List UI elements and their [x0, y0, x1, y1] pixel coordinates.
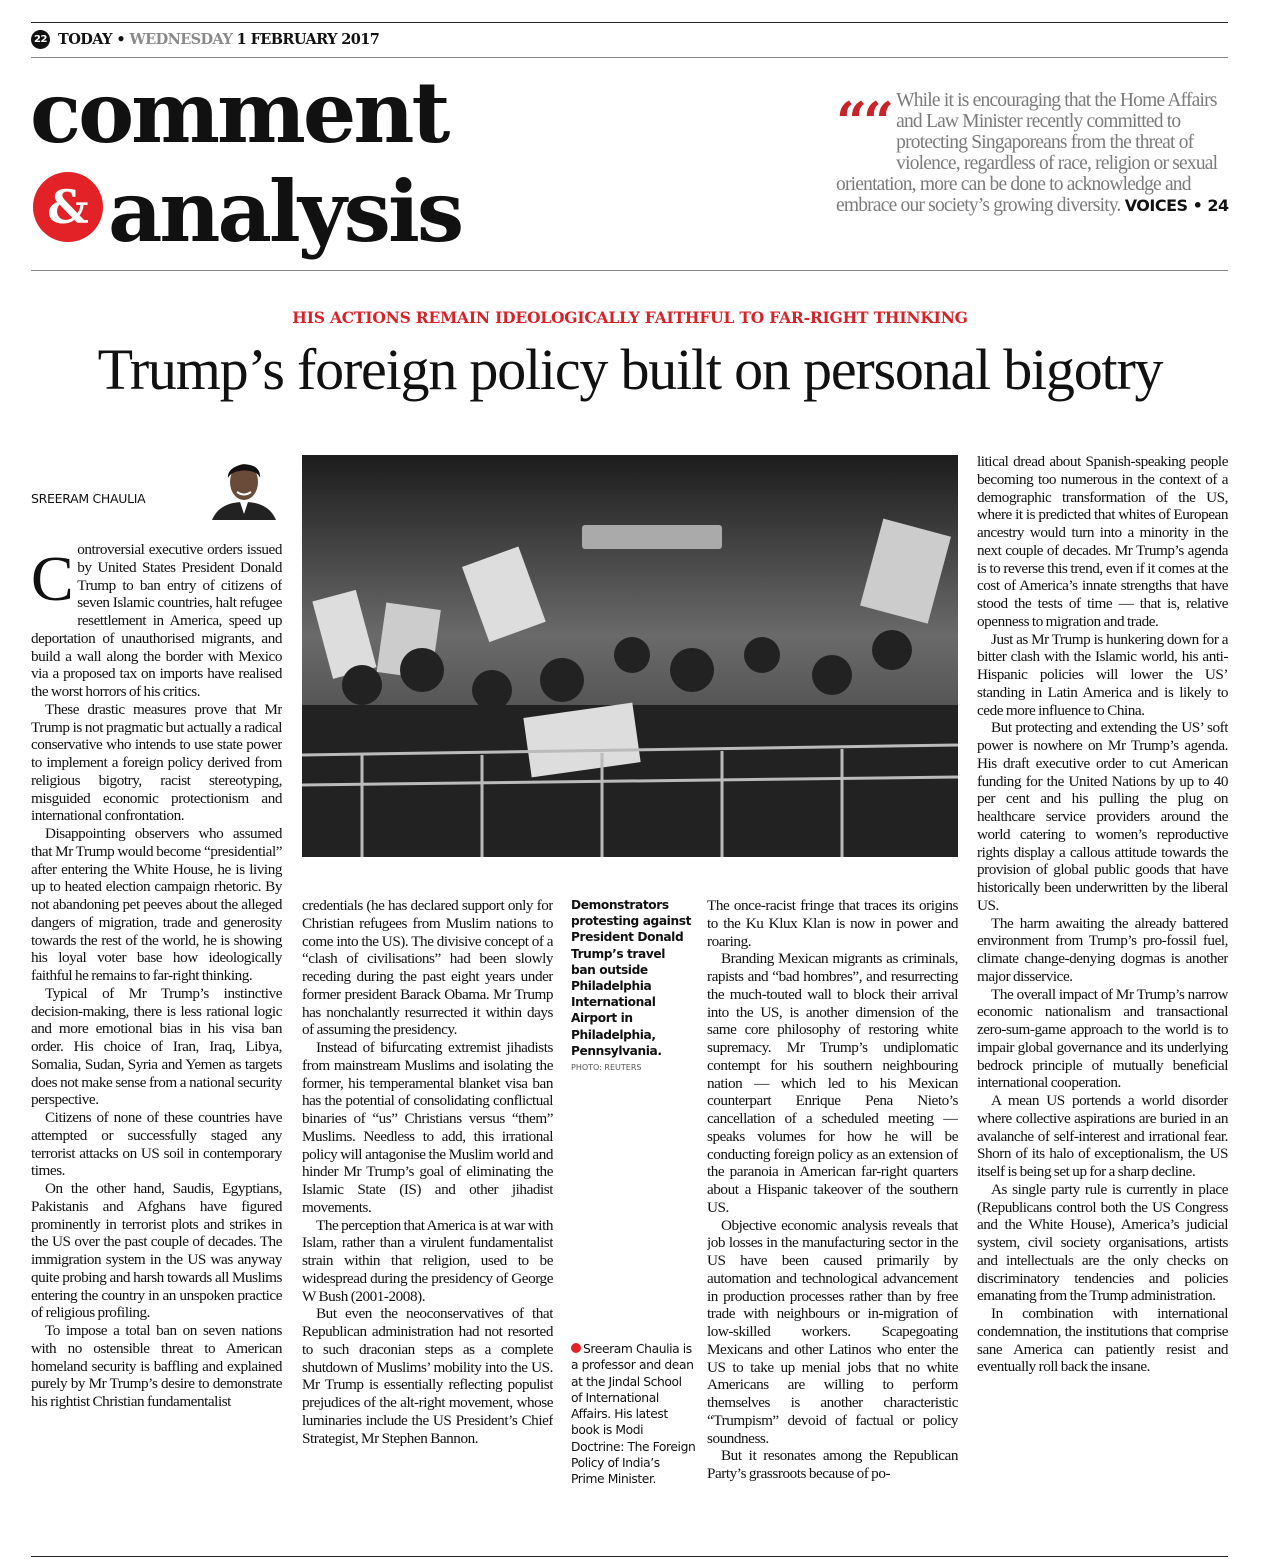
paragraph: But protecting and extending the US’ soft power is nowhere on Mr Trump’s agenda. His draft executive order to cut American funding for the United Nations by up to 40 per cent and his pulling the plug on healthcare service providers around the world catering to women’s reproductive rights display a callous attitude towards the provision of global public goods that have historically been underwritten by the liberal US.	[977, 719, 1228, 914]
paragraph: Disappointing observers who assumed that Mr Trump would become “presidential” after entering the White House, he is living up to heated election campaign rhetoric. By not abandoning pet peeves about the alleged dangers of migration, trade and generosity towards the rest of the world, he is showing his loyal voter base how ideologically faithful he remains to far-right thinking.	[31, 825, 282, 984]
bullet-dot-icon	[571, 1343, 581, 1353]
folio	[31, 30, 379, 49]
paragraph: The harm awaiting the already battered environment from Trump’s pro-fossil fuel, climate change-denying dogmas is another major disservice.	[977, 914, 1228, 985]
photo-caption: Demonstrators protesting against President Donald Trump’s travel ban outside Philadelphia International Airport in Philadelphia, Pennsylvania.	[571, 898, 692, 1058]
paragraph: But even the neoconservatives of that Republican administration had not resorted to such draconian steps as a complete shutdown of Muslims’ mobility into the US. Mr Trump is essentially reflecting populist prejudices of the alt-right movement, whose luminaries include the US President’s Chief Strategist, Mr Stephen Bannon.	[302, 1305, 553, 1447]
paragraph: The perception that America is at war with Islam, rather than a virulent fundamentalist strain within that religion, used to be widespread during the presidency of George W Bush (2001-2008).	[302, 1216, 553, 1305]
article-headline: Trump’s foreign policy built on personal bigotry	[97, 337, 1163, 402]
article-column-2	[302, 897, 553, 1521]
paragraph: Typical of Mr Trump’s instinctive decision-making, there is less rational logic and more emotional bias in his visa ban order. His choice of Iran, Iraq, Libya, Somalia, Sudan, Syria and Yemen as targets does not make sense from a national security perspective.	[31, 984, 282, 1109]
paragraph: But it resonates among the Republican Party’s grassroots because of po-	[707, 1447, 958, 1482]
protest-photo-illustration	[302, 455, 958, 857]
paper-name: TODAY	[58, 31, 112, 48]
author-bio-text: is a professor and dean at the Jindal School of International Affairs. His latest book is Modi Doctrine: The Foreign Policy of India’s Prime Minister.	[571, 1342, 696, 1487]
byline: SREERAM CHAULIA	[31, 491, 146, 506]
page-number: 22	[31, 30, 50, 49]
bottom-rule	[31, 1556, 1228, 1557]
paragraph: In combination with international condemnation, the institutions that comprise sane America can patiently resist and eventually roll back the insane.	[977, 1305, 1228, 1376]
top-rule	[31, 22, 1228, 23]
separator: •	[116, 31, 125, 48]
paragraph: The overall impact of Mr Trump’s narrow economic nationalism and transactional zero-sum-game approach to the world is to impair global governance and its underlying bedrock principle of mutually beneficial international cooperation.	[977, 985, 1228, 1092]
masthead-analysis: analysis	[108, 162, 462, 261]
article-kicker: HIS ACTIONS REMAIN IDEOLOGICALLY FAITHFUL TO FAR-RIGHT THINKING	[292, 308, 968, 327]
paragraph: A mean US portends a world disorder where collective aspirations are buried in an avalanche of self-interest and irrational fear. Shorn of its halo of exceptionalism, the US itself is being set up for a sharp decline.	[977, 1092, 1228, 1180]
paragraph: The once-racist fringe that traces its origins to the Ku Klux Klan is now in power and roaring.	[707, 897, 958, 950]
paragraph: Citizens of none of these countries have attempted or successfully staged any terrorist attacks on US soil in contemporary times.	[31, 1109, 282, 1180]
paragraph: On the other hand, Saudis, Egyptians, Pakistanis and Afghans have figured prominently in terrorist plots and strikes in the US over the past couple of decades. The immigration system in the US was anyway quite probing and harsh towards all Muslims entering the country in an unspoken practice of religious profiling.	[31, 1180, 282, 1322]
paragraph: These drastic measures prove that Mr Trump is not pragmatic but actually a radical conservative who intends to use state power to implement a foreign policy derived from religious bigotry, racist stereotyping, misguided economic protectionism and international confrontation.	[31, 700, 282, 825]
paragraph: To impose a total ban on seven nations with no ostensible threat to American homeland security is baffling and explained purely by Mr Trump’s desire to demonstrate his rightist Christian fundamentalist	[31, 1322, 282, 1410]
photo-credit: PHOTO: REUTERS	[571, 1063, 642, 1072]
date: 1 FEBRUARY 2017	[236, 31, 380, 48]
header-rule	[31, 57, 1228, 58]
drop-cap: C	[31, 543, 74, 614]
article-column-3	[707, 897, 958, 1521]
paragraph: ontroversial executive orders issued by United States President Donald Trump to ban entry of citizens of seven Islamic countries, halt refugee resettlement in America, speed up deportation of unauthorised migrants, and build a wall along the border with Mexico via a proposed tax on imports have realised the worst horrors of his critics.	[31, 541, 282, 700]
author-bio	[571, 1341, 696, 1488]
masthead-comment: comment	[30, 63, 448, 162]
paragraph: credentials (he has declared support only for Christian refugees from Muslim nations to come into the US). The divisive concept of a “clash of civilisations” had been slowly receding during the past eight years under former president Barack Obama. Mr Trump has nonchalantly resurrected it within days of assuming the presidency.	[302, 897, 553, 1039]
author-bio-name: Sreeram Chaulia	[583, 1342, 680, 1356]
pull-quote-text: While it is encouraging that the Home Affairs and Law Minister recently committed to protecting Singaporeans from the threat of violence, regardless of race, religion or sexual orientation, more can be done to acknowledge and embrace our society’s growing diversity.	[836, 90, 1218, 216]
paragraph: Just as Mr Trump is hunkering down for a bitter clash with the Islamic world, his anti-Hispanic policies will lower the US’ standing in Latin America and is likely to cede more influence to China.	[977, 630, 1228, 719]
paragraph: litical dread about Spanish-speaking people becoming too numerous in the context of a demographic transformation of the US, where it is predicted that whites of European ancestry would turn into a minority in the next couple of decades. Mr Trump’s agenda is to reverse this trend, even if it comes at the cost of America’s innate strengths that have stood the tests of time — that is, relative openness to migration and trade.	[977, 453, 1228, 630]
article-column-4	[977, 453, 1228, 1521]
masthead-ampersand: &	[33, 172, 103, 242]
article-column-1	[31, 541, 282, 1521]
article-photo	[302, 455, 958, 857]
paragraph: Instead of bifurcating extremist jihadists from mainstream Muslims and isolating the former, his temperamental blanket visa ban has the potential of consolidating conflictual binaries of “us” Christians versus “them” Muslims. Needless to add, this irrational policy will antagonise the Muslim world and hinder Mr Trump’s goal of eliminating the Islamic State (IS) and other jihadist movements.	[302, 1039, 553, 1216]
author-portrait	[212, 458, 276, 520]
weekday: WEDNESDAY	[129, 31, 233, 48]
quote-mark-icon: ““	[836, 90, 891, 154]
paragraph: Objective economic analysis reveals that job losses in the manufacturing sector in the US have been caused primarily by automation and technological advancement in production processes rather than by free trade with neighbours or in-migration of low-skilled workers. Scapegoating Mexicans and other Latinos who enter the US to take up menial jobs that no white Americans are willing to perform themselves is another characteristic “Trumpism” devoid of factual or policy soundness.	[707, 1216, 958, 1447]
pull-quote	[836, 90, 1231, 216]
paragraph: As single party rule is currently in place (Republicans control both the US Congress and the White House), America’s judicial system, civil society organisations, artists and intellectuals are the only checks on discriminatory tendencies and policies emanating from the Trump administration.	[977, 1180, 1228, 1305]
pull-quote-link[interactable]: VOICES • 24	[1124, 196, 1229, 215]
section-rule	[31, 270, 1228, 271]
paragraph: Branding Mexican migrants as criminals, rapists and “bad hombres”, and resurrecting the much-touted wall to block their arrival into the US, is another dimension of the same core philosophy of restoring white supremacy. Mr Trump’s undiplomatic contempt for his southern neighbouring nation — which led to his Mexican counterpart Enrique Pena Nieto’s cancellation of a scheduled meeting — speaks volumes for how he will be conducting foreign policy as an extension of the paranoia in American far-right quarters about a Hispanic takeover of the southern US.	[707, 950, 958, 1216]
